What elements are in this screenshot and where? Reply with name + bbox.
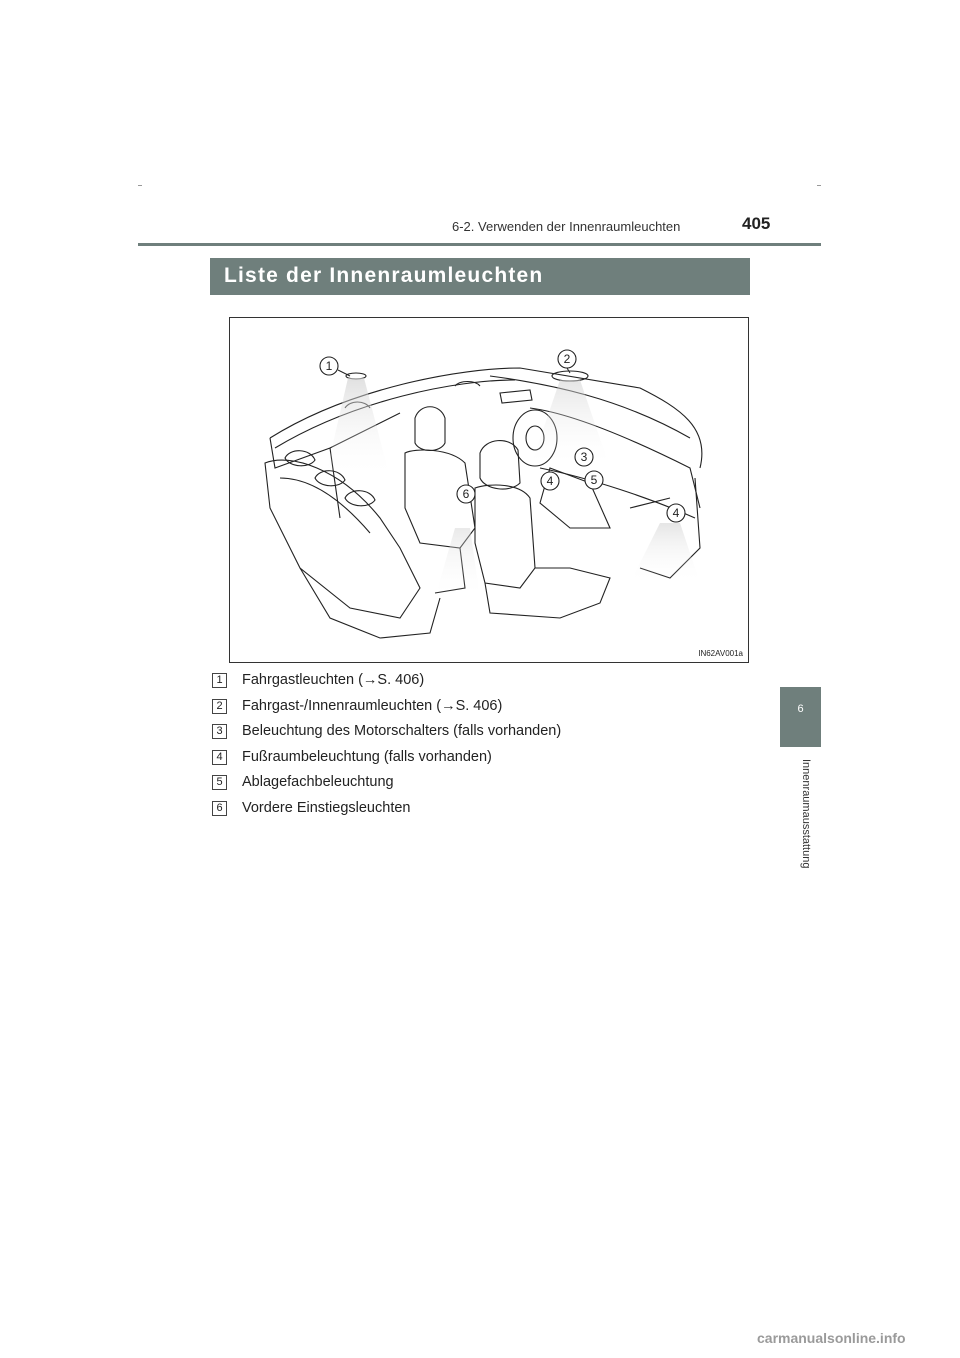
legend-text: Fahrgast-/Innenraumleuchten (→S. 406) xyxy=(242,697,503,714)
car-interior-illustration xyxy=(230,318,749,663)
light-beam-4 xyxy=(630,523,700,583)
running-section-title: 6-2. Verwenden der Innenraumleuchten xyxy=(452,219,681,234)
callout-1-label: 1 xyxy=(325,359,333,373)
callout-4b xyxy=(667,504,685,522)
crop-mark-left xyxy=(138,185,142,186)
callout-4b-label: 4 xyxy=(672,506,680,520)
section-title: Liste der Innenraumleuchten xyxy=(224,264,544,287)
callout-2 xyxy=(558,350,576,373)
page-number: 405 xyxy=(742,214,771,233)
legend-text: Vordere Einstiegsleuchten xyxy=(242,799,411,816)
legend-text: Ablagefachbeleuchtung xyxy=(242,774,394,791)
legend-item xyxy=(212,696,732,722)
callout-4a-label: 4 xyxy=(546,474,554,488)
interior-lights-figure xyxy=(229,317,749,663)
chapter-number: 6 xyxy=(797,703,804,715)
callout-6-label: 6 xyxy=(462,487,470,501)
callout-4a xyxy=(541,472,559,490)
figure-code: IN62AV001a xyxy=(698,649,743,658)
legend-text: Fußraumbeleuchtung (falls vorhanden) xyxy=(242,748,492,765)
chapter-tab xyxy=(780,687,821,747)
legend-list xyxy=(212,670,732,824)
callout-6 xyxy=(457,485,475,503)
legend-item xyxy=(212,670,732,696)
callout-5-label: 5 xyxy=(590,473,598,487)
legend-item xyxy=(212,798,732,824)
legend-text: Fahrgastleuchten (→S. 406) xyxy=(242,672,425,688)
light-beam-1 xyxy=(325,378,390,478)
legend-number: 5 xyxy=(212,775,227,790)
chapter-name: Innenraumausstattung xyxy=(800,759,812,869)
callout-5 xyxy=(585,471,603,489)
section-title-band xyxy=(210,258,750,295)
legend-number: 4 xyxy=(212,750,227,765)
callout-3-label: 3 xyxy=(580,450,588,464)
legend-number: 3 xyxy=(212,724,227,739)
legend-number: 1 xyxy=(212,673,227,688)
legend-item xyxy=(212,747,732,773)
legend-item xyxy=(212,721,732,747)
legend-item xyxy=(212,772,732,798)
watermark: carmanualsonline.info xyxy=(757,1330,906,1346)
legend-text: Beleuchtung des Motorschalters (falls vorhanden) xyxy=(242,723,562,740)
callout-3 xyxy=(575,448,593,466)
light-beam-6 xyxy=(435,528,480,598)
light-beam-2 xyxy=(530,380,610,468)
legend-number: 2 xyxy=(212,699,227,714)
callout-2-label: 2 xyxy=(563,352,571,366)
crop-mark-right xyxy=(817,185,821,186)
legend-number: 6 xyxy=(212,801,227,816)
header-rule xyxy=(138,243,821,246)
callout-1 xyxy=(320,357,350,376)
